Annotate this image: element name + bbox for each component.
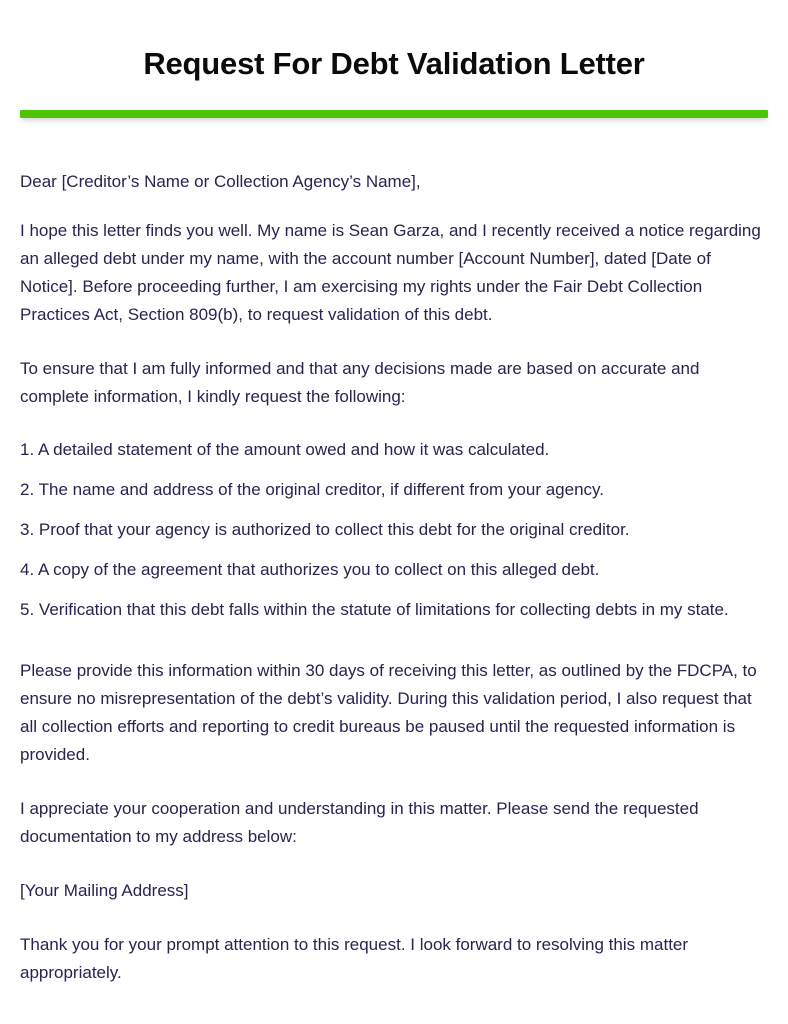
list-item: [20, 477, 768, 503]
list-item-label: The name and address of the original creditor, if different from your agency.: [38, 480, 605, 499]
list-item: [20, 597, 768, 623]
intro-paragraph: I hope this letter finds you well. My name is Sean Garza, and I recently received a notice regarding an alleged debt under my name, with the account number [Account Number], dated [Date of Notice]. Before proceeding further, I am exercising my rights under the Fair Debt Collection Practices Act, Section 809(b), to request validation of this debt.: [20, 221, 761, 324]
list-item: [20, 517, 768, 543]
list-item-number: 1.: [20, 440, 35, 459]
list-item-number: 5.: [20, 600, 35, 619]
list-item-number: 3.: [20, 520, 35, 539]
list-item: [20, 437, 768, 463]
list-item-number: 4.: [20, 560, 35, 579]
closing-paragraph: Thank you for your prompt attention to this request. I look forward to resolving this matter appropriately.: [20, 935, 689, 982]
list-item-label: A detailed statement of the amount owed and how it was calculated.: [37, 440, 550, 459]
accent-divider-bar: [20, 110, 768, 118]
list-item-number: 2.: [20, 480, 35, 499]
list-item: [20, 557, 768, 583]
salutation-line: Dear [Creditor’s Name or Collection Agency’s Name],: [20, 172, 421, 191]
list-item-label: Verification that this debt falls within the statute of limitations for collecting debts in my state.: [38, 600, 729, 619]
list-item-label: A copy of the agreement that authorizes you to collect on this alleged debt.: [37, 560, 600, 579]
deadline-paragraph: Please provide this information within 30 days of receiving this letter, as outlined by the FDCPA, to ensure no misrepresentation of the debt’s validity. During this validation period, I also request that all collection efforts and reporting to credit bureaus be paused until the requested information is provided.: [20, 661, 757, 764]
mailing-address-placeholder: [Your Mailing Address]: [20, 881, 189, 900]
letter-body: [0, 168, 788, 987]
title-divider: [20, 110, 768, 118]
validation-request-list: [20, 437, 768, 623]
cooperation-paragraph: I appreciate your cooperation and understanding in this matter. Please send the requested documentation to my address below:: [20, 799, 699, 846]
list-bottom-spacer: [20, 645, 768, 657]
page-title: Request For Debt Validation Letter: [143, 46, 645, 81]
list-item-label: Proof that your agency is authorized to collect this debt for the original creditor.: [38, 520, 630, 539]
request-lead-in-paragraph: To ensure that I am fully informed and that any decisions made are based on accurate and complete information, I kindly request the following:: [20, 359, 700, 406]
